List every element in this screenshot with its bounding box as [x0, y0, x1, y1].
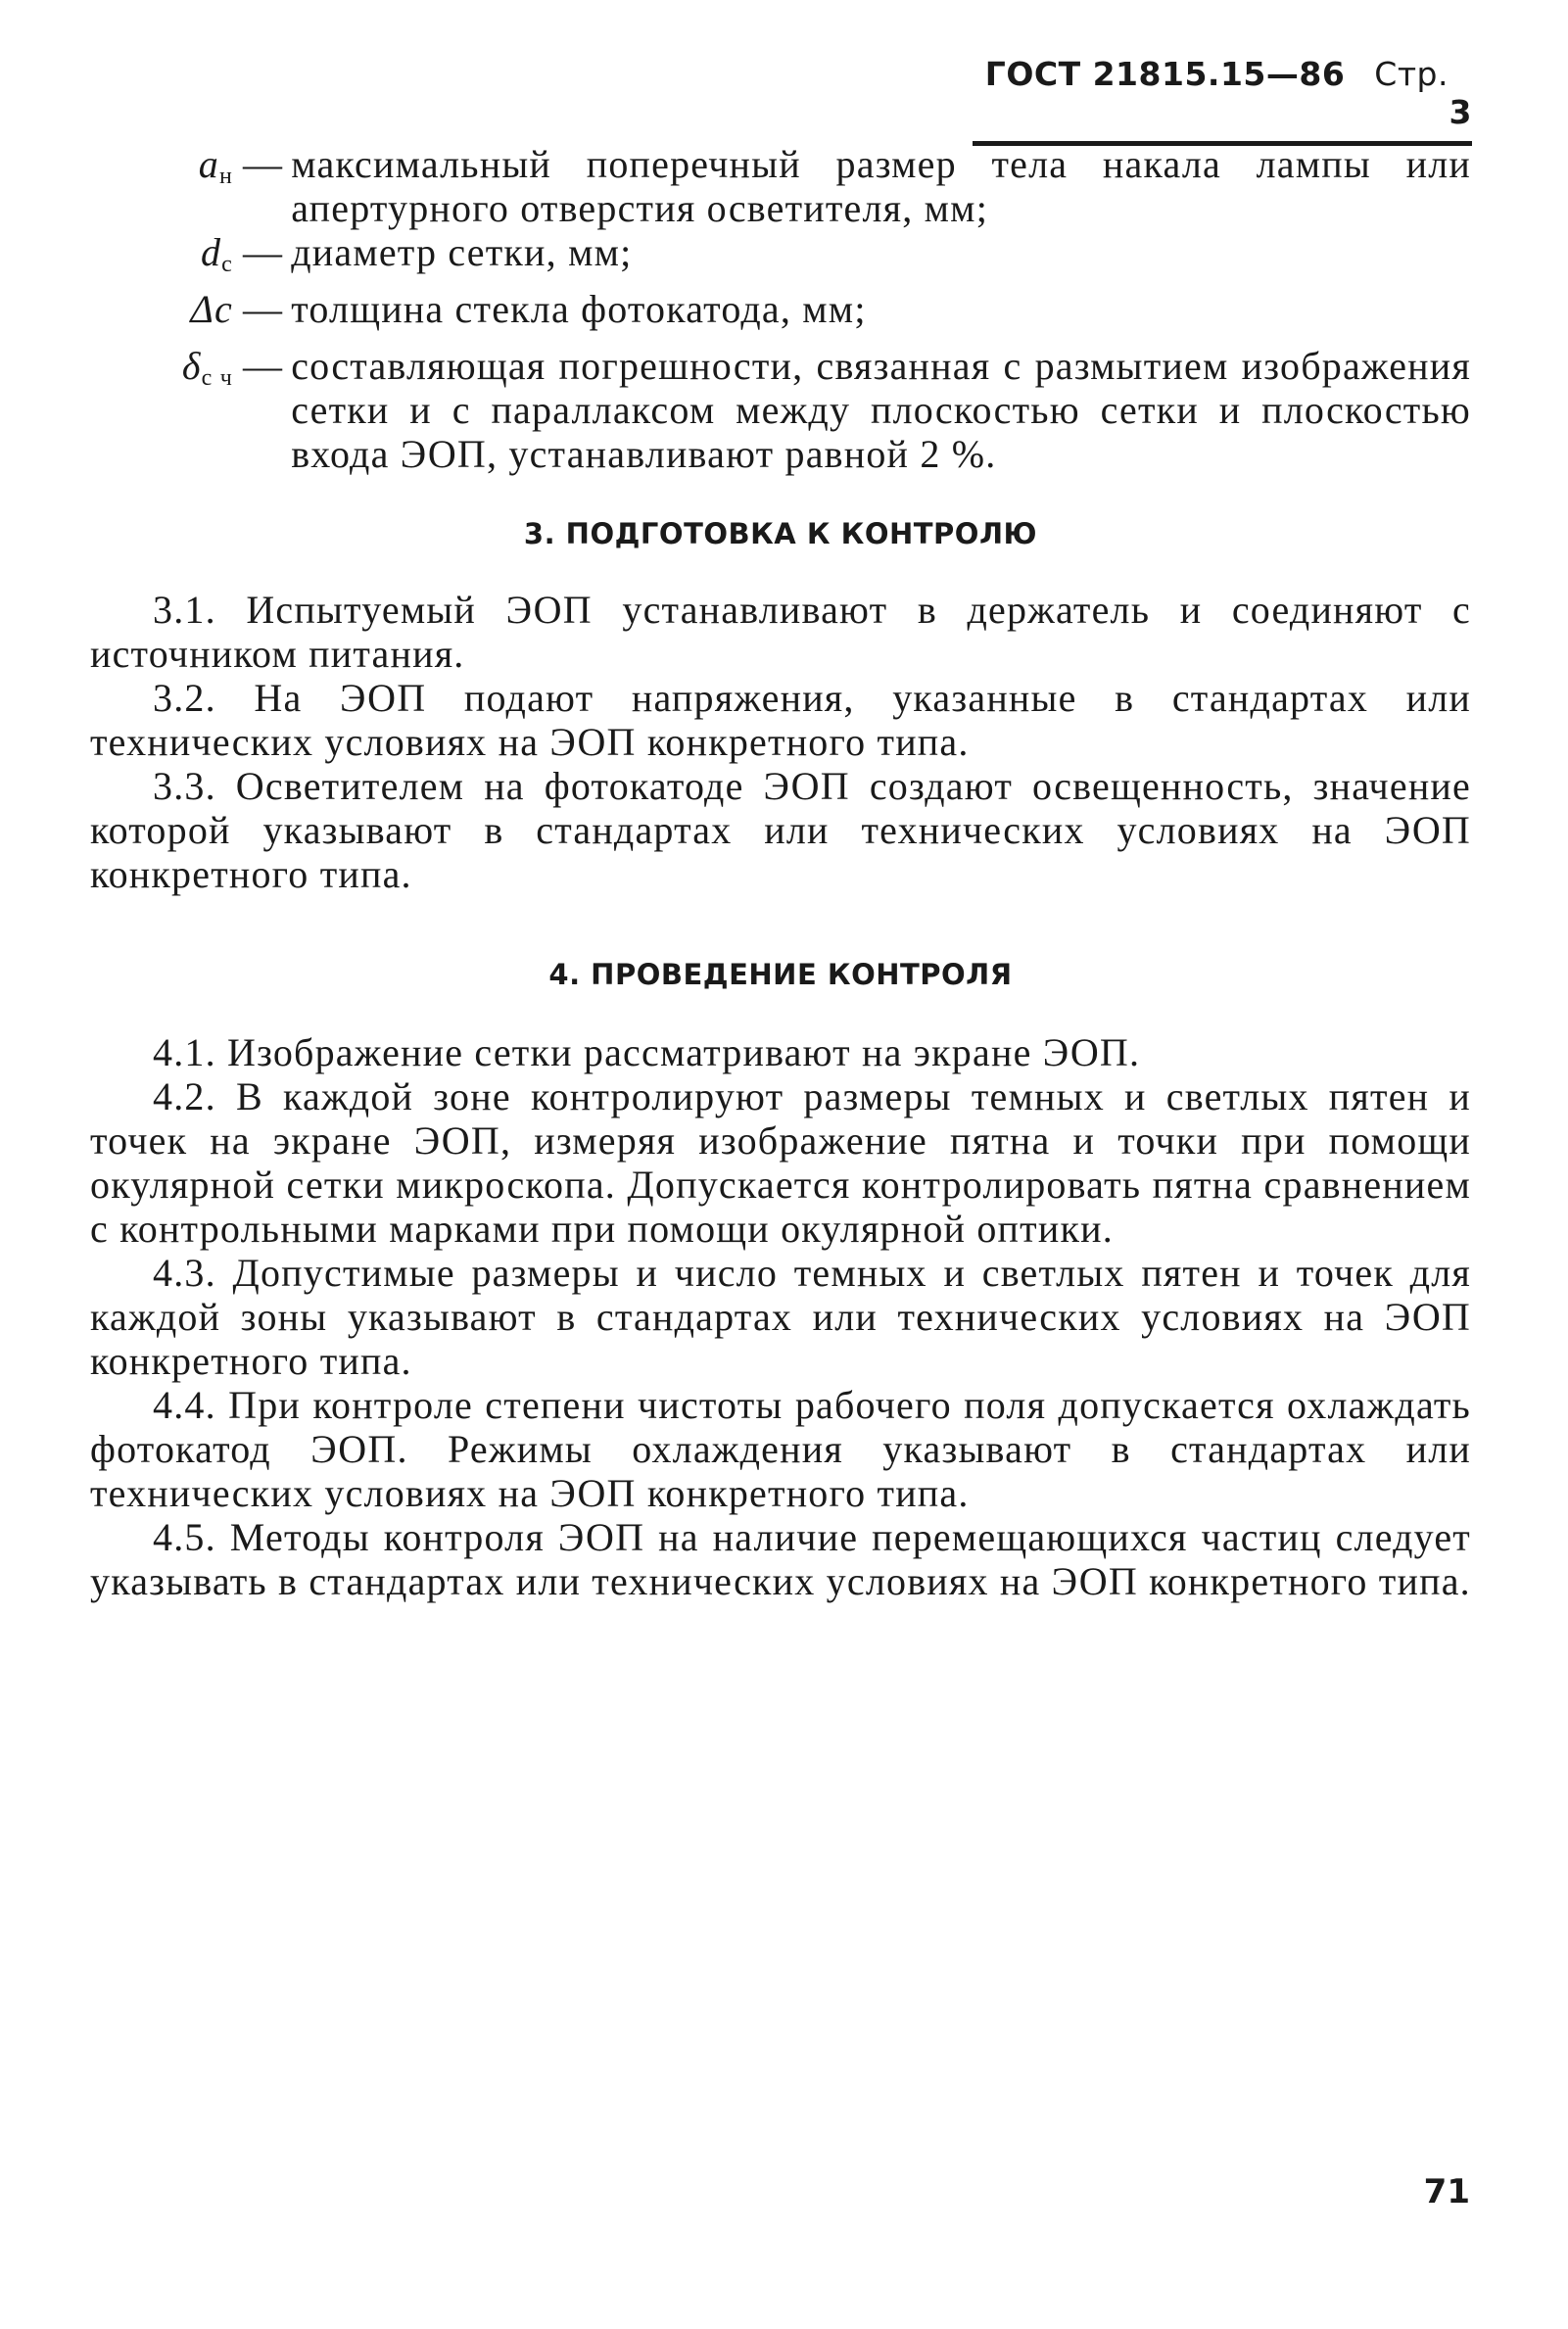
- definition-item: [90, 287, 1471, 344]
- page-label: Стр.: [1374, 55, 1449, 93]
- standard-number: ГОСТ 21815.15—86: [984, 55, 1346, 93]
- paragraph: 4.3. Допустимые размеры и число темных и светлых пятен и точек для каждой зоны указывают в стандартах или технических условиях на ЭОП конкретного типа.: [90, 1251, 1471, 1383]
- header-page-number: 3: [1449, 93, 1472, 131]
- section-3-body: [90, 588, 1471, 896]
- section-4-body: [90, 1030, 1471, 1603]
- definition-dash: —: [243, 230, 284, 274]
- paragraph: 3.1. Испытуемый ЭОП устанавливают в держатель и соединяют с источником питания.: [90, 588, 1471, 676]
- definition-symbol: $\delta_{с ч}$: [181, 344, 233, 391]
- paragraph: 3.2. На ЭОП подают напряжения, указанные в стандартах или технических условиях на ЭОП конкретного типа.: [90, 676, 1471, 764]
- definition-item: [90, 344, 1471, 476]
- definition-dash: —: [243, 287, 284, 331]
- definition-text: толщина стекла фотокатода, мм;: [291, 287, 867, 331]
- definition-dash: —: [243, 142, 284, 186]
- paragraph: 4.4. При контроле степени чистоты рабочего поля допускается охлаждать фотокатод ЭОП. Режимы охлаждения указывают в стандартах или технических условиях на ЭОП конкретного типа.: [90, 1383, 1471, 1515]
- paragraph: 4.1. Изображение сетки рассматривают на экране ЭОП.: [153, 1030, 1141, 1074]
- running-header: [973, 55, 1472, 146]
- paragraph: 4.2. В каждой зоне контролируют размеры темных и светлых пятен и точек на экране ЭОП, измеряя изображение пятна и точки при помощи окулярной сетки микроскопа. Допускается контролировать пятна сравнением с контрольными марками при помощи окулярной оптики.: [90, 1074, 1471, 1251]
- page-number: 71: [1423, 2172, 1470, 2211]
- definition-text: максимальный поперечный размер тела накала лампы или апертурного отверстия осветителя, мм;: [291, 142, 1471, 230]
- section-4-title: 4. ПРОВЕДЕНИЕ КОНТРОЛЯ: [548, 958, 1013, 991]
- paragraph: 4.5. Методы контроля ЭОП на наличие перемещающихся частиц следует указывать в стандартах или технических условиях на ЭОП конкретного типа.: [90, 1515, 1471, 1603]
- definition-text: диаметр сетки, мм;: [291, 230, 633, 274]
- definition-item: [90, 142, 1471, 230]
- section-3-title: 3. ПОДГОТОВКА К КОНТРОЛЮ: [523, 517, 1038, 550]
- definition-symbol: Δс: [190, 287, 233, 331]
- definition-text: составляющая погрешности, связанная с размытием изображения сетки и с параллаксом между плоскостью сетки и плоскостью входа ЭОП, устанавливают равной 2 %.: [291, 344, 1471, 476]
- definitions-list: [90, 142, 1471, 476]
- paragraph: 3.3. Осветителем на фотокатоде ЭОП создают освещенность, значение которой указывают в стандартах или технических условиях на ЭОП конкретного типа.: [90, 764, 1471, 896]
- definition-dash: —: [243, 344, 284, 388]
- definition-symbol: $d_с$: [200, 230, 233, 277]
- definition-symbol: $a_н$: [198, 142, 233, 189]
- definition-item: [90, 230, 1471, 287]
